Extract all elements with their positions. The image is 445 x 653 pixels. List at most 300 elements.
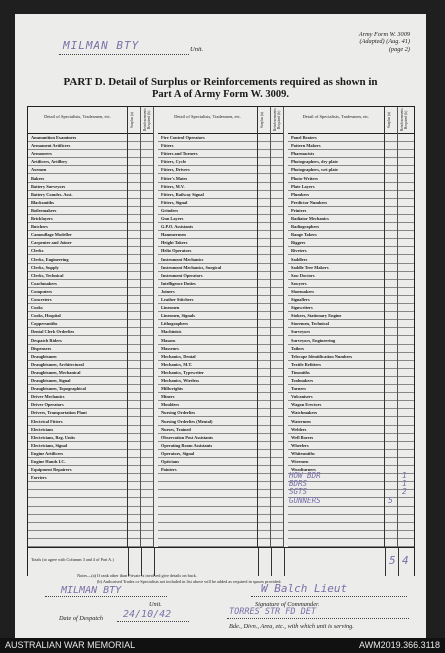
totals-divider [258, 548, 259, 576]
trade-name: Draughtsmen, Signal [31, 378, 71, 383]
table-cell [398, 264, 414, 272]
table-row [158, 280, 257, 288]
trade-name: Gun Layers [161, 216, 184, 221]
table-cell [385, 345, 397, 353]
table-cell [398, 442, 414, 450]
surplus-header-label: Surplus (a) [260, 112, 264, 128]
table-cell [141, 247, 153, 255]
table-row [288, 158, 384, 166]
table-row [158, 409, 257, 417]
trade-name: Toolmakers [291, 378, 314, 383]
table-cell [271, 361, 283, 369]
handwritten-trade: GUNNERS [289, 495, 321, 505]
trade-name: Telecope Identification Numbers [291, 353, 353, 359]
table-cell [398, 150, 414, 158]
table-row [158, 166, 257, 174]
table-cell [385, 328, 397, 336]
table-cell [258, 166, 270, 174]
detail-column-3 [288, 107, 385, 575]
table-cell [128, 183, 140, 191]
table-row [158, 231, 257, 239]
totals-divider [385, 548, 386, 576]
table-cell [141, 523, 153, 531]
table-row [288, 247, 384, 255]
table-cell [141, 215, 153, 223]
table-cell [385, 507, 397, 515]
trade-name: Bricklayers [31, 216, 53, 221]
table-cell [258, 207, 270, 215]
table-row [288, 264, 384, 272]
trade-name: Clerks, Supply [31, 264, 59, 270]
table-row [158, 158, 257, 166]
table-cell [141, 231, 153, 239]
table-cell [128, 361, 140, 369]
trade-name: Whitesmiths [291, 450, 315, 456]
trade-name: Welders [291, 426, 307, 432]
table-cell [385, 150, 397, 158]
table-cell [128, 539, 140, 547]
table-row [158, 393, 257, 401]
surplus-header-label: Surplus (a) [130, 112, 134, 128]
handwritten-trade: SGTS [289, 487, 308, 497]
table-cell [398, 166, 414, 174]
table-cell [398, 247, 414, 255]
table-cell [258, 175, 270, 183]
table-row [28, 150, 127, 158]
table-cell [141, 466, 153, 474]
table-row [28, 539, 127, 547]
trade-name: Clerks [31, 248, 44, 254]
table-cell [385, 337, 397, 345]
table-cell [128, 199, 140, 207]
table-cell [258, 418, 270, 426]
table-row [28, 385, 127, 393]
trade-name: Signallers [291, 297, 310, 302]
table-cell [385, 239, 397, 247]
table-row [158, 474, 257, 482]
table-cell [385, 539, 397, 547]
table-cell [128, 272, 140, 280]
table-cell [398, 175, 414, 183]
table-cell [258, 474, 270, 482]
trade-name: Ammunition Examiners [31, 135, 77, 140]
table-cell [258, 150, 270, 158]
table-cell [128, 264, 140, 272]
table-cell [398, 409, 414, 417]
table-cell [128, 296, 140, 304]
table-cell [398, 199, 414, 207]
table-row [28, 142, 127, 150]
table-cell [398, 401, 414, 409]
table-row [158, 482, 257, 490]
table-row [288, 401, 384, 409]
table-cell [271, 239, 283, 247]
table-cell [398, 207, 414, 215]
table-row [158, 239, 257, 247]
table-cell [141, 369, 153, 377]
table-row [288, 231, 384, 239]
table-cell [271, 304, 283, 312]
table-cell [141, 288, 153, 296]
table-cell [141, 393, 153, 401]
table-row [28, 409, 127, 417]
table-cell [258, 442, 270, 450]
table-cell [258, 499, 270, 507]
trade-name: Clerks, Technical [31, 272, 64, 278]
table-cell [271, 191, 283, 199]
trade-name: Masseurs [161, 345, 179, 351]
table-row [158, 183, 257, 191]
source-accession: AWM2019.366.3118 [358, 640, 440, 650]
trade-name: Electricians, Reg. Units [31, 434, 75, 440]
totals-label: Totals (to agree with Columns 3 and 4 of Part A.) [31, 557, 114, 562]
footer-unit-handwritten: MILMAN BTY [61, 585, 122, 596]
table-cell [271, 264, 283, 272]
form-page: (page 2) [388, 45, 410, 53]
table-row [288, 458, 384, 466]
trade-name: Miners [161, 394, 175, 400]
table-cell [128, 158, 140, 166]
trade-name: Height Takers [161, 240, 188, 246]
trade-name: Operating Room Assistants [161, 442, 213, 448]
reinforcements-header [141, 107, 153, 134]
table-cell [141, 328, 153, 336]
trade-name: Opticians [161, 459, 180, 464]
table-cell [258, 256, 270, 264]
table-row [288, 515, 384, 523]
table-row [28, 239, 127, 247]
bde-handwritten: TORRES STR FD DET [229, 607, 316, 617]
table-row [158, 328, 257, 336]
trade-name: Fitters, Railway Signal [161, 191, 204, 197]
totals-divider [284, 548, 285, 576]
table-cell [258, 183, 270, 191]
table-row [158, 191, 257, 199]
trade-name: Tailors [291, 345, 305, 351]
trade-name: Surveyors, Engineering [291, 337, 336, 343]
table-cell [385, 474, 397, 482]
surplus-column-2 [258, 107, 271, 575]
table-cell [128, 337, 140, 345]
table-cell [398, 345, 414, 353]
table-cell [258, 466, 270, 474]
bde-label: Bde., Divn., Area, etc., with which unit is serving. [229, 623, 354, 630]
table-cell [271, 256, 283, 264]
table-cell [271, 183, 283, 191]
table-cell [258, 239, 270, 247]
bde-line [227, 618, 409, 619]
table-row [288, 345, 384, 353]
date-label: Date of Despatch [59, 615, 104, 622]
table-cell [258, 426, 270, 434]
table-cell [398, 256, 414, 264]
table-cell [141, 458, 153, 466]
trade-name: Photographers, wet plate [291, 167, 338, 173]
table-cell [128, 450, 140, 458]
table-cell [258, 458, 270, 466]
table-cell [258, 191, 270, 199]
table-cell [385, 166, 397, 174]
table-cell [398, 426, 414, 434]
table-cell [385, 523, 397, 531]
table-cell [128, 207, 140, 215]
table-cell [258, 264, 270, 272]
table-cell [141, 280, 153, 288]
table-row [28, 215, 127, 223]
table-row [158, 337, 257, 345]
table-row [158, 150, 257, 158]
table-cell [141, 482, 153, 490]
trade-name: Cooks [31, 305, 43, 311]
table-cell [385, 199, 397, 207]
trade-name: Coachmakers [31, 280, 57, 286]
table-cell [141, 199, 153, 207]
table-cell [258, 523, 270, 531]
table-cell [398, 304, 414, 312]
table-cell [385, 320, 397, 328]
handwritten-trade: HOW BDR [289, 471, 321, 481]
table-row [158, 345, 257, 353]
trade-name: Range Takers [291, 232, 317, 238]
table-cell [385, 361, 397, 369]
table-cell [271, 312, 283, 320]
table-cell [271, 434, 283, 442]
table-cell [385, 409, 397, 417]
table-cell [385, 377, 397, 385]
table-row [288, 393, 384, 401]
trade-name: Electrical Fitters [31, 418, 63, 424]
table-cell [128, 523, 140, 531]
table-row [158, 385, 257, 393]
table-cell [271, 466, 283, 474]
trade-name: Turners [291, 386, 306, 392]
table-cell [398, 434, 414, 442]
table-cell [271, 377, 283, 385]
table-cell [128, 345, 140, 353]
footer-unit-label: Unit. [149, 601, 162, 608]
signature-line [251, 596, 407, 597]
table-row [28, 345, 127, 353]
table-row [158, 466, 257, 474]
table-cell [258, 158, 270, 166]
table-row [28, 507, 127, 515]
table-cell [141, 409, 153, 417]
table-cell [271, 199, 283, 207]
trade-name: Tinsmiths [291, 369, 310, 375]
table-cell [398, 296, 414, 304]
table-cell [271, 531, 283, 539]
table-row [288, 385, 384, 393]
table-cell [398, 393, 414, 401]
table-cell [398, 223, 414, 231]
table-cell [271, 539, 283, 547]
reinforcements-header-label: Reinforcements Required (b) [400, 108, 408, 131]
table-row [28, 191, 127, 199]
table-cell [271, 150, 283, 158]
table-cell [398, 507, 414, 515]
trade-name: Grinders [161, 207, 179, 213]
table-row [288, 539, 384, 547]
table-row [158, 499, 257, 507]
trade-name: Predictor Numbers [291, 199, 328, 205]
trade-name: Riveters [291, 248, 307, 254]
table-row [28, 207, 127, 215]
table-row [288, 134, 384, 142]
table-cell [385, 158, 397, 166]
table-row [28, 377, 127, 385]
table-cell [398, 158, 414, 166]
trade-name: Nursing Orderlies [161, 410, 196, 416]
table-cell [271, 215, 283, 223]
table-cell [398, 312, 414, 320]
table-cell [128, 150, 140, 158]
trade-name: Cooks, Hospital [31, 313, 61, 319]
trade-name: Fitters, M.V. [161, 183, 185, 189]
table-cell [385, 207, 397, 215]
trade-name: Millwrights [161, 386, 183, 392]
trade-name: Instrument Operators [161, 272, 203, 278]
table-cell [398, 191, 414, 199]
form-adapted: (Adapted) (Aug. 41) [359, 38, 410, 46]
table-row [288, 320, 384, 328]
table-cell [271, 296, 283, 304]
table-cell [141, 345, 153, 353]
form-name: Army Form W. 3009 [358, 31, 410, 38]
table-cell [385, 458, 397, 466]
table-cell [398, 272, 414, 280]
table-cell [271, 158, 283, 166]
table-cell [128, 175, 140, 183]
table-cell [141, 166, 153, 174]
table-cell [398, 337, 414, 345]
surplus-column-1 [128, 107, 141, 575]
table-cell [385, 296, 397, 304]
trade-name: Shoemakers [291, 288, 314, 294]
trade-name: Sawyers [291, 280, 307, 286]
table-row [158, 434, 257, 442]
detail-header [158, 107, 257, 134]
table-row [28, 499, 127, 507]
table-cell [258, 320, 270, 328]
table-cell [128, 134, 140, 142]
table-row [28, 288, 127, 296]
table-cell [141, 401, 153, 409]
handwritten-reinforcement: 1 [402, 479, 407, 489]
table-cell [398, 377, 414, 385]
trade-name: Farriers [31, 475, 47, 481]
table-cell [271, 134, 283, 142]
table-cell [271, 482, 283, 490]
unit-label: Unit. [190, 46, 204, 53]
trade-name: Observation Post Assistants [161, 434, 213, 440]
trade-name: Fitter's Mates [161, 175, 188, 181]
trade-name: Draughtsmen, Mechanical [31, 369, 81, 375]
table-row [288, 353, 384, 361]
table-cell [385, 134, 397, 142]
table-cell [258, 231, 270, 239]
table-cell [141, 361, 153, 369]
table-cell [398, 539, 414, 547]
trade-name: Watchmakers [291, 410, 318, 416]
table-cell [398, 320, 414, 328]
table-cell [398, 280, 414, 288]
table-cell [385, 426, 397, 434]
detail-header [28, 107, 127, 134]
table-row [288, 239, 384, 247]
table-cell [128, 304, 140, 312]
table-cell [128, 166, 140, 174]
trade-name: Storemen, Technical [291, 321, 329, 327]
trade-name: Coppersmiths [31, 321, 58, 327]
table-row [288, 304, 384, 312]
table-row [158, 215, 257, 223]
trade-name: Driver Operators [31, 402, 64, 408]
trade-name: Fitters [161, 143, 174, 149]
table-row [158, 353, 257, 361]
trade-name: Linesmen [161, 305, 180, 311]
trade-name: Electricians, Signal [31, 442, 68, 448]
trade-name: Draughtsmen [31, 353, 57, 359]
table-cell [258, 223, 270, 231]
trade-name: Instrument Mechanics, Surgical [161, 264, 222, 270]
table-cell [271, 175, 283, 183]
table-cell [398, 531, 414, 539]
trade-name: Fitters, Drivers [161, 167, 190, 173]
table-cell [258, 353, 270, 361]
detail-header-label: Detail of Specialists, Tradesmen, etc. [44, 114, 111, 119]
table-cell [128, 458, 140, 466]
table-row [28, 280, 127, 288]
table-row [28, 337, 127, 345]
source-institution: AUSTRALIAN WAR MEMORIAL [5, 640, 136, 650]
trade-name: Surveyors [291, 329, 311, 335]
table-cell [128, 288, 140, 296]
table-cell [128, 280, 140, 288]
table-row [28, 312, 127, 320]
table-row [28, 531, 127, 539]
table-row [158, 377, 257, 385]
trade-name: Battery Surveyors [31, 183, 66, 189]
table-cell [141, 450, 153, 458]
table-row [158, 304, 257, 312]
table-row [288, 256, 384, 264]
table-row [288, 434, 384, 442]
table-cell [385, 191, 397, 199]
trade-name: Mechanics, M.T. [161, 361, 193, 367]
table-cell [141, 175, 153, 183]
trade-name: G.P.O. Assistants [161, 224, 194, 230]
detail-header-label: Detail of Specialists, Tradesmen, etc. [174, 114, 241, 119]
table-cell [271, 166, 283, 174]
table-cell [271, 345, 283, 353]
totals-divider [128, 548, 129, 576]
table-row [158, 361, 257, 369]
table-row [158, 142, 257, 150]
totals-divider [271, 548, 272, 576]
table-cell [271, 490, 283, 498]
table-row [288, 328, 384, 336]
trade-name: Photo-Writers [291, 175, 318, 181]
table-row [288, 166, 384, 174]
table-cell [385, 183, 397, 191]
table-row [288, 207, 384, 215]
table-cell [141, 191, 153, 199]
table-cell [141, 507, 153, 515]
table-row [158, 199, 257, 207]
table-row [28, 183, 127, 191]
table-cell [141, 353, 153, 361]
trade-name: Radiographers [291, 224, 320, 230]
